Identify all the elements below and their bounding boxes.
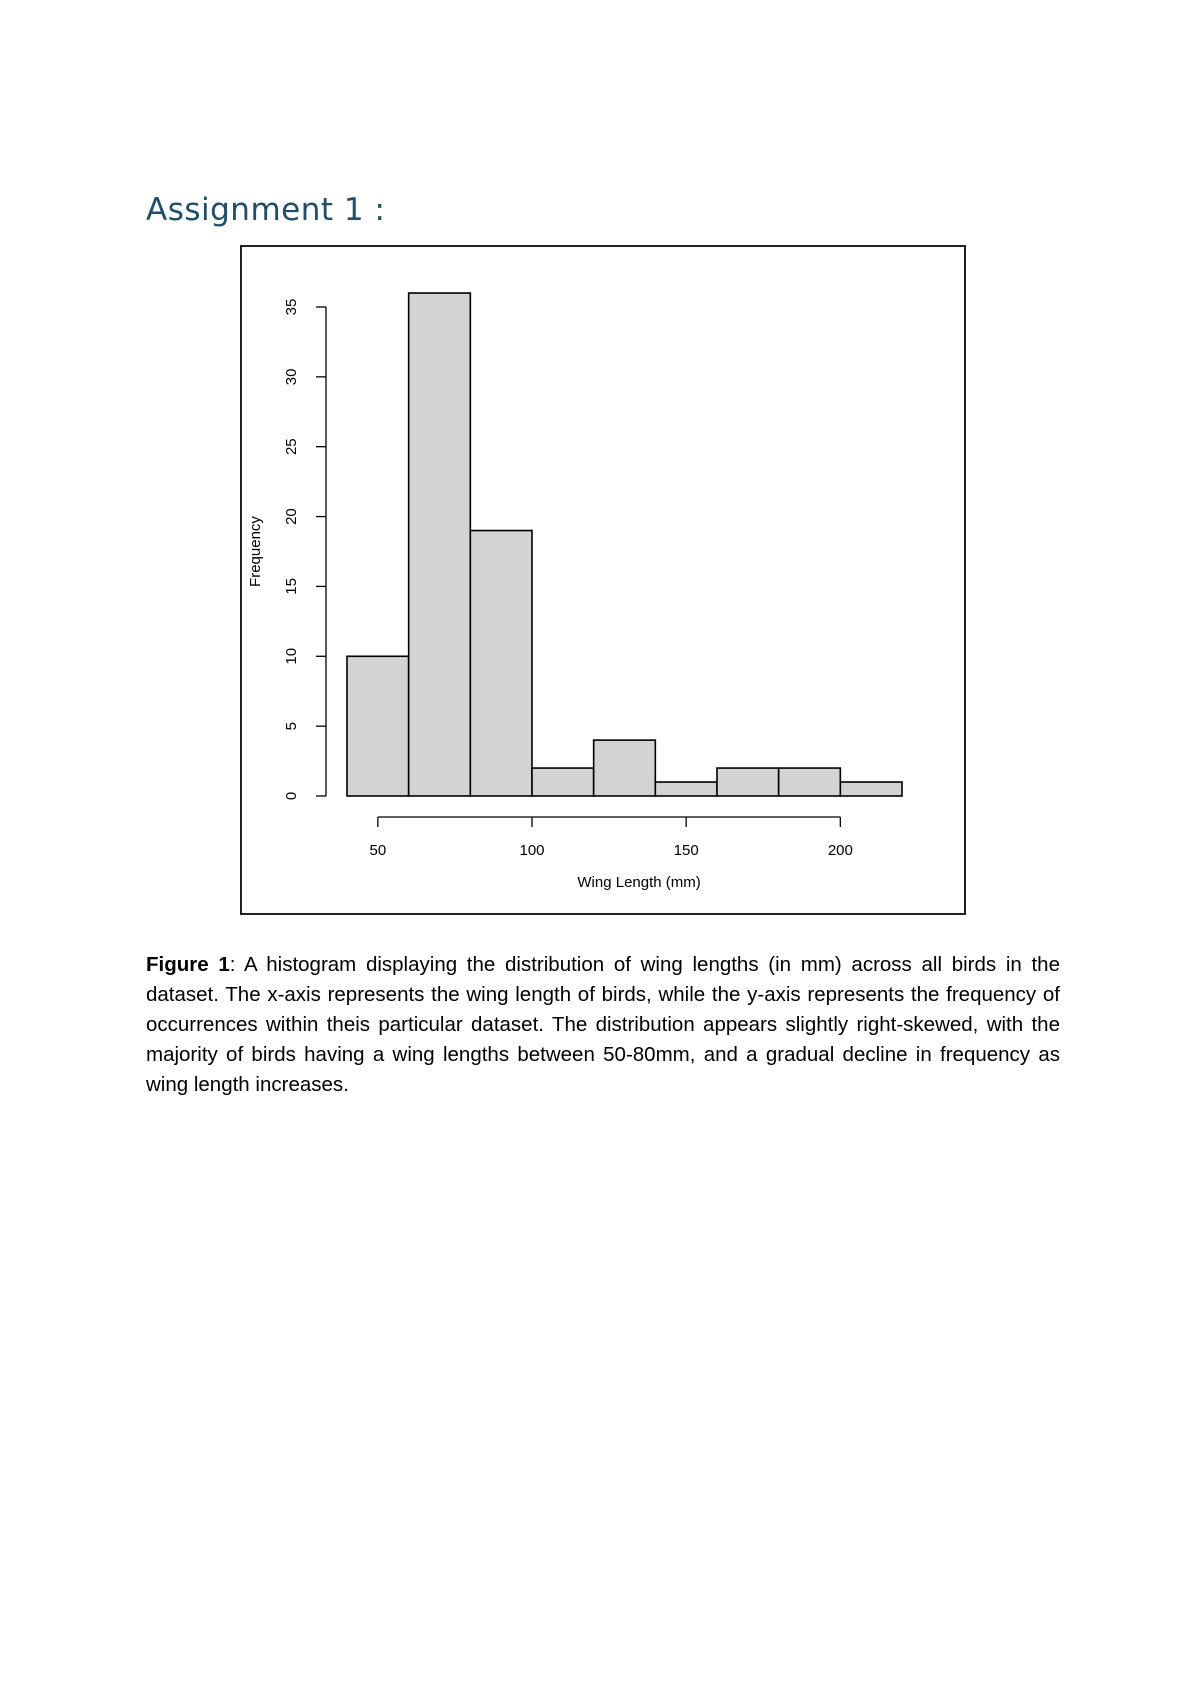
histogram-bar	[594, 740, 656, 796]
x-tick-label: 150	[673, 842, 699, 859]
histogram-chart	[242, 247, 964, 913]
x-axis	[369, 817, 852, 859]
histogram-bar	[840, 782, 902, 796]
page-title: Assignment 1 :	[146, 192, 386, 228]
figure-caption-text: : A histogram displaying the distribution of wing lengths (in mm) across all birds in the dataset. The x-axis represents the wing length of birds, while the y-axis represents the frequency of occurrences within theis particular dataset. The distribution appears slightly right-skewed, with the majority of birds having a wing lengths between 50-80mm, and a gradual decline in frequency as wing length increases.	[146, 953, 1060, 1096]
y-axis	[283, 299, 326, 801]
x-tick-label: 100	[519, 842, 545, 859]
x-tick-label: 50	[369, 842, 387, 859]
histogram-bar	[409, 293, 471, 796]
y-tick-label: 0	[283, 791, 300, 801]
y-tick-label: 10	[283, 647, 300, 665]
y-axis-title: Frequency	[247, 516, 264, 587]
histogram-bar	[470, 531, 532, 796]
y-tick-label: 15	[283, 578, 300, 595]
histogram-bar	[717, 768, 779, 796]
histogram-bar	[655, 782, 717, 796]
y-tick-label: 5	[283, 721, 300, 731]
y-tick-label: 35	[283, 298, 300, 316]
y-tick-label: 20	[283, 508, 300, 525]
histogram-bars	[347, 293, 902, 796]
histogram-bar	[347, 656, 409, 796]
figure-frame	[240, 245, 966, 915]
y-tick-label: 25	[283, 438, 300, 456]
figure-caption-label: Figure 1	[146, 953, 230, 976]
y-tick-label: 30	[283, 368, 300, 386]
histogram-bar	[779, 768, 841, 796]
histogram-bar	[532, 768, 594, 796]
figure-caption	[146, 950, 1060, 1100]
x-tick-label: 200	[827, 842, 853, 859]
x-axis-title: Wing Length (mm)	[577, 874, 701, 891]
